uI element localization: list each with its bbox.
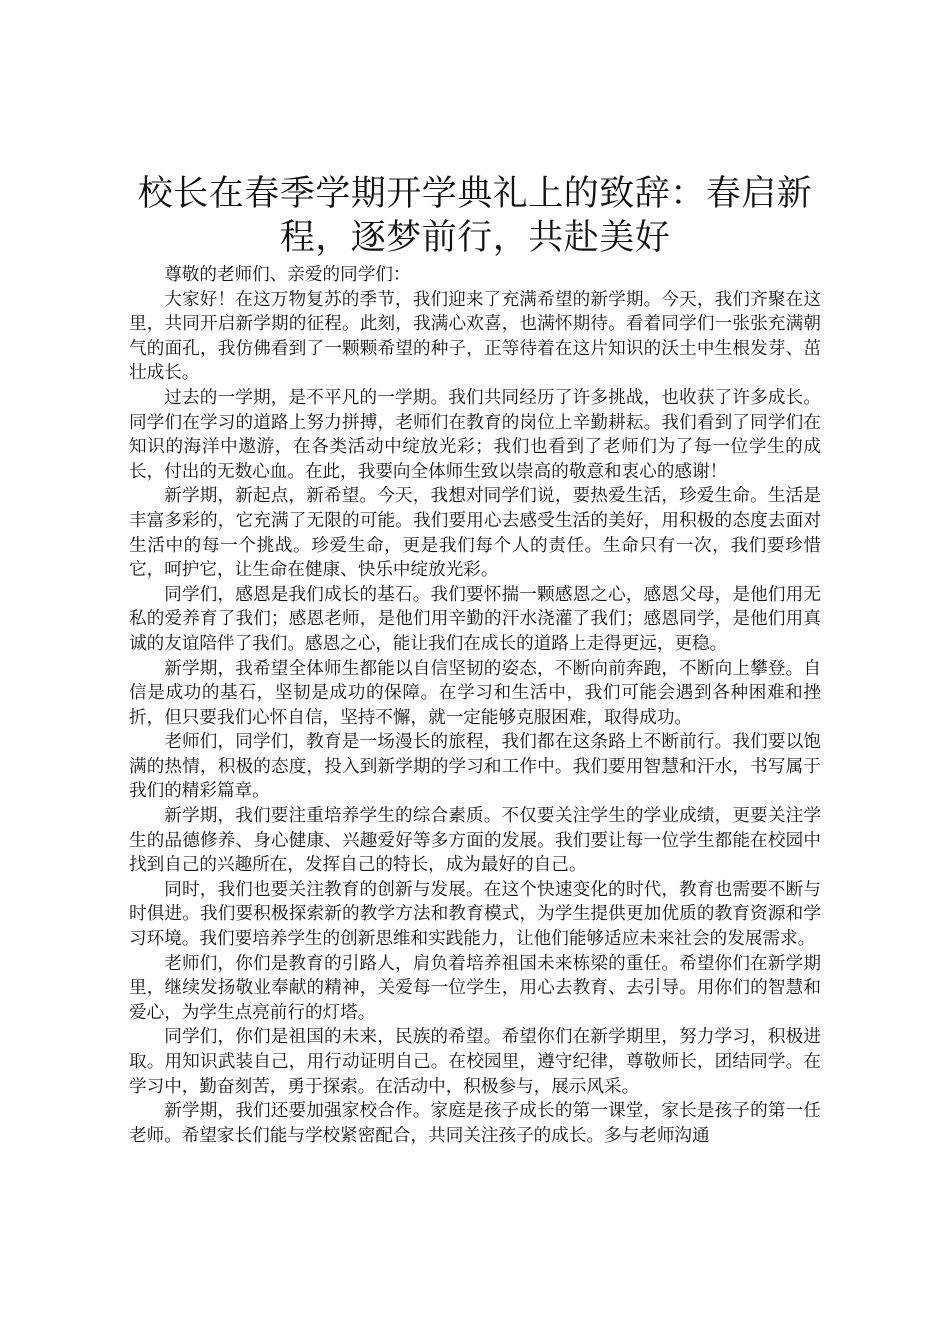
paragraph: 过去的一学期，是不平凡的一学期。我们共同经历了许多挑战，也收获了许多成长。同学们在学习的道路上努力拼搏，老师们在教育的岗位上辛勤耕耘。我们看到了同学们在知识的海洋中遨游，在各类活动中绽放光彩；我们也看到了老师们为了每一位学生的成长，付出的无数心血。在此，我要向全体师生致以崇高的敬意和衷心的感谢！ [129,387,821,482]
paragraph: 老师们，你们是教育的引路人，肩负着培养祖国未来栋梁的重任。希望你们在新学期里，继续发扬敬业奉献的精神，关爱每一位学生，用心去教育、去引导。用你们的智慧和爱心，为学生点亮前行的灯塔。 [129,953,821,1023]
paragraph: 同学们，你们是祖国的未来，民族的希望。希望你们在新学期里，努力学习，积极进取。用知识武装自己，用行动证明自己。在校园里，遵守纪律，尊敬师长，团结同学。在学习中，勤奋刻苦，勇于探索。在活动中，积极参与，展示风采。 [129,1027,821,1097]
paragraph: 新学期，我们还要加强家校合作。家庭是孩子成长的第一课堂，家长是孩子的第一任老师。希望家长们能与学校紧密配合，共同关注孩子的成长。多与老师沟通 [129,1101,821,1146]
paragraph: 同时，我们也要关注教育的创新与发展。在这个快速变化的时代，教育也需要不断与时俱进。我们要积极探索新的教学方法和教育模式，为学生提供更加优质的教育资源和学习环境。我们要培养学生的创新思维和实践能力，让他们能够适应未来社会的发展需求。 [129,879,821,950]
document-page [129,172,821,1148]
paragraph: 大家好！在这万物复苏的季节，我们迎来了充满希望的新学期。今天，我们齐聚在这里，共同开启新学期的征程。此刻，我满心欢喜，也满怀期待。看着同学们一张张充满朝气的面孔，我仿佛看到了一颗颗希望的种子，正等待着在这片知识的沃土中生根发芽、茁壮成长。 [129,289,821,384]
paragraph: 新学期，我希望全体师生都能以自信坚韧的姿态，不断向前奔跑，不断向上攀登。自信是成功的基石，坚韧是成功的保障。在学习和生活中，我们可能会遇到各种困难和挫折，但只要我们心怀自信，坚持不懈，就一定能够克服困难，取得成功。 [129,658,821,728]
salutation: 尊敬的老师们、亲爱的同学们： [164,265,411,285]
document-body [129,263,821,1148]
paragraph: 老师们，同学们，教育是一场漫长的旅程，我们都在这条路上不断前行。我们要以饱满的热情，积极的态度，投入到新学期的学习和工作中。我们要用智慧和汗水，书写属于我们的精彩篇章。 [129,732,821,802]
document-title: 校长在春季学期开学典礼上的致辞：春启新程，逐梦前行，共赴美好 [137,174,813,258]
paragraph: 新学期，新起点，新希望。今天，我想对同学们说，要热爱生活，珍爱生命。生活是丰富多彩的，它充满了无限的可能。我们要用心去感受生活的美好，用积极的态度去面对生活中的每一个挑战。珍爱生命，更是我们每个人的责任。生命只有一次，我们要珍惜它，呵护它，让生命在健康、快乐中绽放光彩。 [129,486,821,581]
paragraph: 新学期，我们要注重培养学生的综合素质。不仅要关注学生的学业成绩，更要关注学生的品德修养、身心健康、兴趣爱好等多方面的发展。我们要让每一位学生都能在校园中找到自己的兴趣所在，发挥自己的特长，成为最好的自己。 [129,806,821,876]
paragraph: 同学们，感恩是我们成长的基石。我们要怀揣一颗感恩之心，感恩父母，是他们用无私的爱养育了我们；感恩老师，是他们用辛勤的汗水浇灌了我们；感恩同学，是他们用真诚的友谊陪伴了我们。感恩之心，能让我们在成长的道路上走得更远，更稳。 [129,584,821,654]
